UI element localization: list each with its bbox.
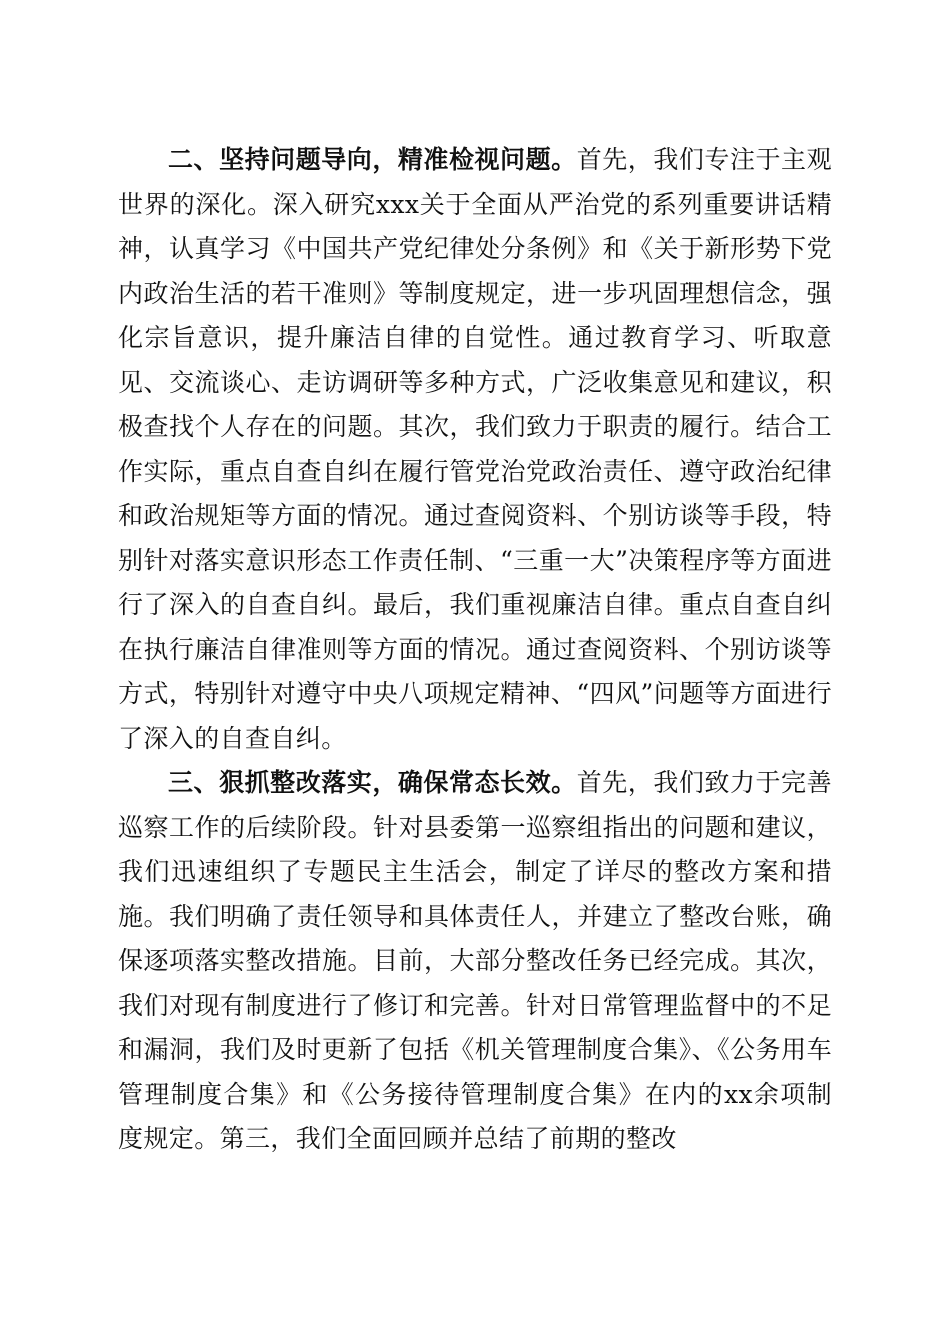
section-two-heading: 二、坚持问题导向，精准检视问题。 (168, 145, 577, 174)
section-three-heading: 三、狠抓整改落实，确保常态长效。 (168, 768, 577, 797)
section-two-body: 首先，我们专注于主观世界的深化。深入研究xxx关于全面从严治党的系列重要讲话精神，认真学习《中国共产党纪律处分条例》和《关于新形势下党内政治生活的若干准则》等制度规定，进一步巩固理想信念，强化宗旨意识，提升廉洁自律的自觉性。通过教育学习、听取意见、交流谈心、走访调研等多种方式，广泛收集意见和建议，积极查找个人存在的问题。其次，我们致力于职责的履行。结合工作实际，重点自查自纠在履行管党治党政治责任、遵守政治纪律和政治规矩等方面的情况。通过查阅资料、个别访谈等手段，特别针对落实意识形态工作责任制、“三重一大”决策程序等方面进行了深入的自查自纠。最后，我们重视廉洁自律。重点自查自纠在执行廉洁自律准则等方面的情况。通过查阅资料、个别访谈等方式，特别针对遵守中央八项规定精神、“四风”问题等方面进行了深入的自查自纠。 (118, 145, 832, 753)
section-two-paragraph (118, 138, 832, 761)
section-three-paragraph (118, 761, 832, 1162)
section-three-body: 首先，我们致力于完善巡察工作的后续阶段。针对县委第一巡察组指出的问题和建议，我们迅速组织了专题民主生活会，制定了详尽的整改方案和措施。我们明确了责任领导和具体责任人，并建立了整改台账，确保逐项落实整改措施。目前，大部分整改任务已经完成。其次，我们对现有制度进行了修订和完善。针对日常管理监督中的不足和漏洞，我们及时更新了包括《机关管理制度合集》、《公务用车管理制度合集》和《公务接待管理制度合集》在内的xx余项制度规定。第三，我们全面回顾并总结了前期的整改 (118, 768, 832, 1153)
document-body (118, 138, 832, 1162)
